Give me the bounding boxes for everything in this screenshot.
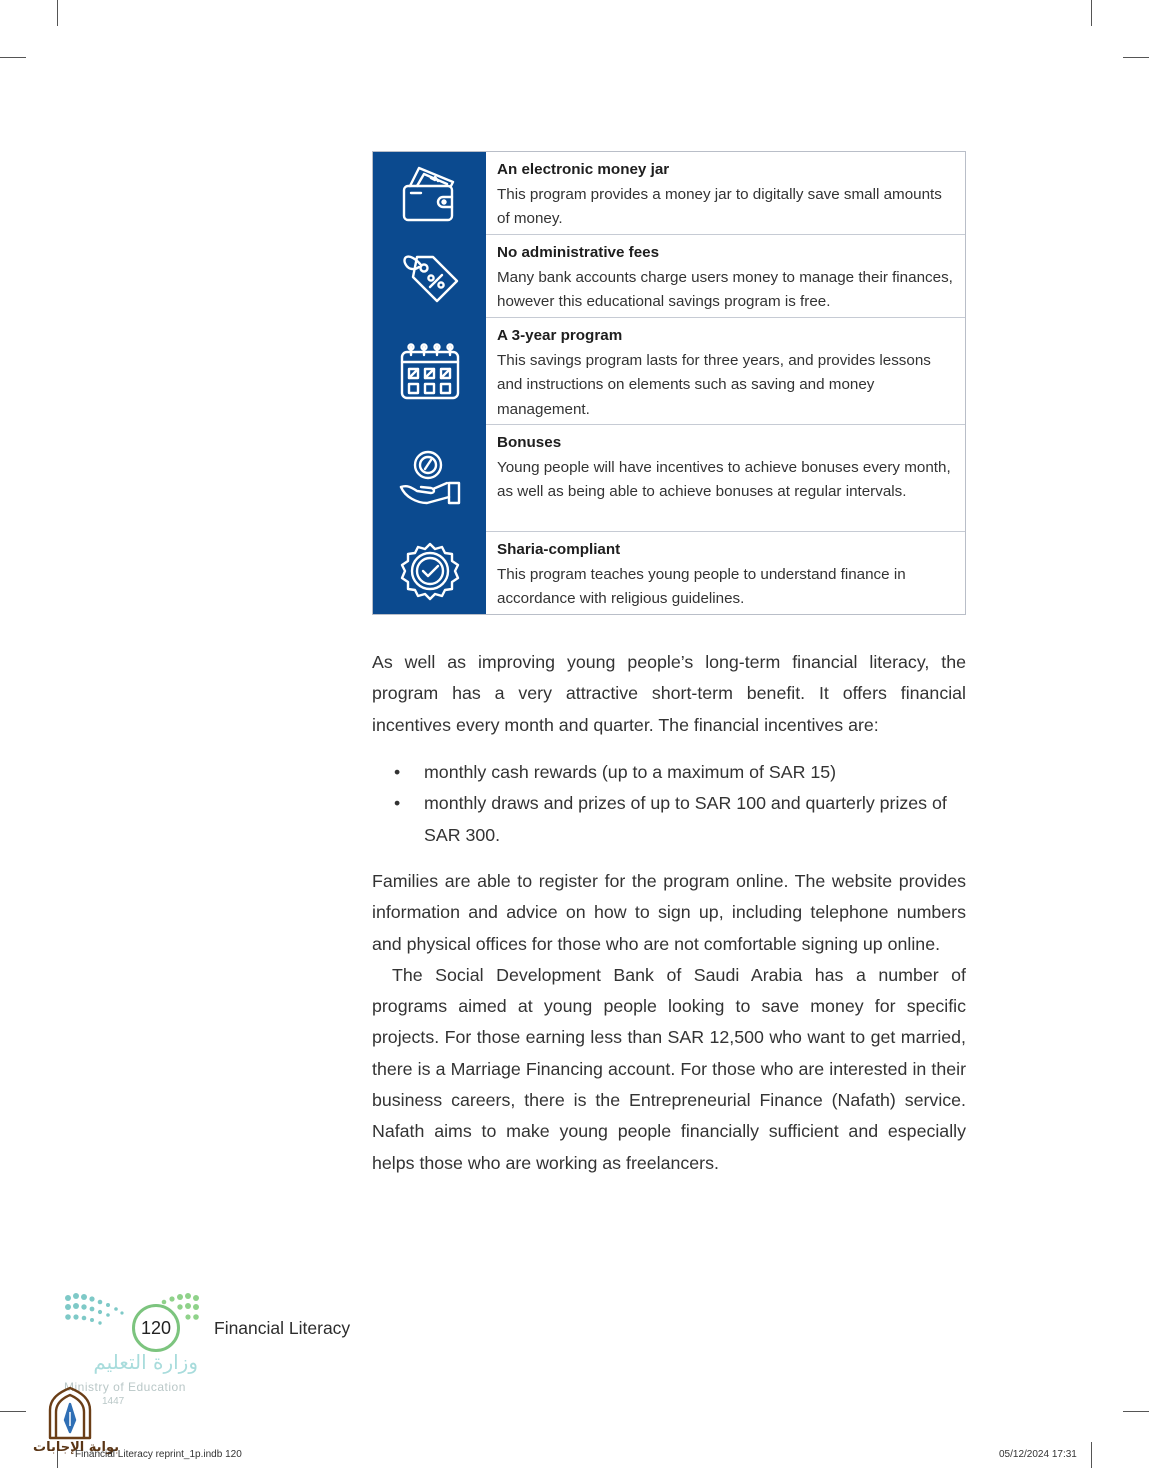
body-paragraph: Families are able to register for the program online. The website provides information and advice on how to sign up, including telephone numbers and physical offices for those who are not comfortable signing up online. xyxy=(372,871,966,954)
feature-row-bonuses xyxy=(373,424,965,531)
wallet-icon xyxy=(397,160,463,226)
body-paragraph: As well as improving young people’s long-term financial literacy, the program has a very attractive short-term benefit. It offers financial incentives every month and quarter. The financial incentives are: xyxy=(372,652,966,735)
feature-icon-cell xyxy=(373,234,486,317)
body-paragraph-1-block xyxy=(372,647,966,741)
list-item-text: monthly draws and prizes of up to SAR 100 and quarterly prizes of SAR 300. xyxy=(424,793,947,845)
feature-title: Bonuses xyxy=(497,434,562,451)
feature-row-no-fees xyxy=(373,234,965,317)
feature-row-money-jar xyxy=(373,152,965,234)
calendar-icon xyxy=(397,338,463,404)
bullet-icon: • xyxy=(394,793,401,814)
crop-mark xyxy=(0,57,26,58)
crop-mark xyxy=(1091,0,1092,26)
feature-icon-cell xyxy=(373,531,486,614)
watermark-label: بوابة الإجابات xyxy=(33,1440,119,1455)
crop-mark xyxy=(57,0,58,26)
feature-row-sharia xyxy=(373,531,965,614)
list-item-text: monthly cash rewards (up to a maximum of SAR 15) xyxy=(424,762,837,782)
slug-file-info: Financial Literacy reprint_1p.indb 120 xyxy=(75,1449,242,1460)
feature-title: No administrative fees xyxy=(497,244,660,261)
watermark-logo-icon xyxy=(46,1386,94,1442)
feature-row-three-year xyxy=(373,317,965,424)
check-seal-icon xyxy=(397,540,463,606)
incentives-list-block xyxy=(372,757,966,851)
price-tag-percent-icon xyxy=(397,243,463,309)
ministry-name-english: Ministry of Education xyxy=(64,1380,186,1394)
feature-title: Sharia-compliant xyxy=(497,541,621,558)
ministry-name-arabic: وزارة التعليم xyxy=(93,1350,198,1374)
feature-description: This savings program lasts for three years, and provides lessons and instructions on elements such as saving and money management. xyxy=(497,351,931,418)
feature-icon-cell xyxy=(373,424,486,531)
incentives-list xyxy=(372,757,966,851)
body-paragraph: The Social Development Bank of Saudi Arabia has a number of programs aimed at young people looking to save money for specific projects. For those earning less than SAR 12,500 who want to get married, there is a Marriage Financing account. For those who are interested in their business careers, there is the Entrepreneurial Finance (Nafath) service. Nafath aims to make young people financially sufficient and especially helps those who are working as freelancers. xyxy=(372,964,966,1173)
book-title: Financial Literacy xyxy=(214,1318,351,1338)
feature-description: This program teaches young people to understand finance in accordance with religious guidelines. xyxy=(497,565,906,607)
feature-icon-cell xyxy=(373,317,486,424)
page-number: 120 xyxy=(132,1304,180,1352)
crop-mark xyxy=(0,1411,26,1412)
bullet-icon: • xyxy=(394,762,401,782)
hand-coin-icon xyxy=(397,445,463,511)
features-table xyxy=(372,151,966,615)
crop-mark xyxy=(1091,1442,1092,1468)
list-item xyxy=(372,788,966,851)
feature-description: Young people will have incentives to achieve bonuses every month, as well as being able to achieve bonuses at regular intervals. xyxy=(497,458,951,500)
feature-icon-cell xyxy=(373,152,486,234)
feature-title: A 3-year program xyxy=(497,327,623,344)
slug-datetime: 05/12/2024 17:31 xyxy=(999,1449,1077,1460)
list-item xyxy=(372,757,966,788)
feature-description: This program provides a money jar to digitally save small amounts of money. xyxy=(497,185,942,227)
body-paragraph-2-block xyxy=(372,866,966,1179)
crop-mark xyxy=(1123,57,1149,58)
feature-description: Many bank accounts charge users money to manage their finances, however this educational savings program is free. xyxy=(497,268,953,310)
ministry-year: 1447 xyxy=(102,1396,125,1407)
crop-mark xyxy=(1123,1411,1149,1412)
feature-title: An electronic money jar xyxy=(497,161,670,178)
